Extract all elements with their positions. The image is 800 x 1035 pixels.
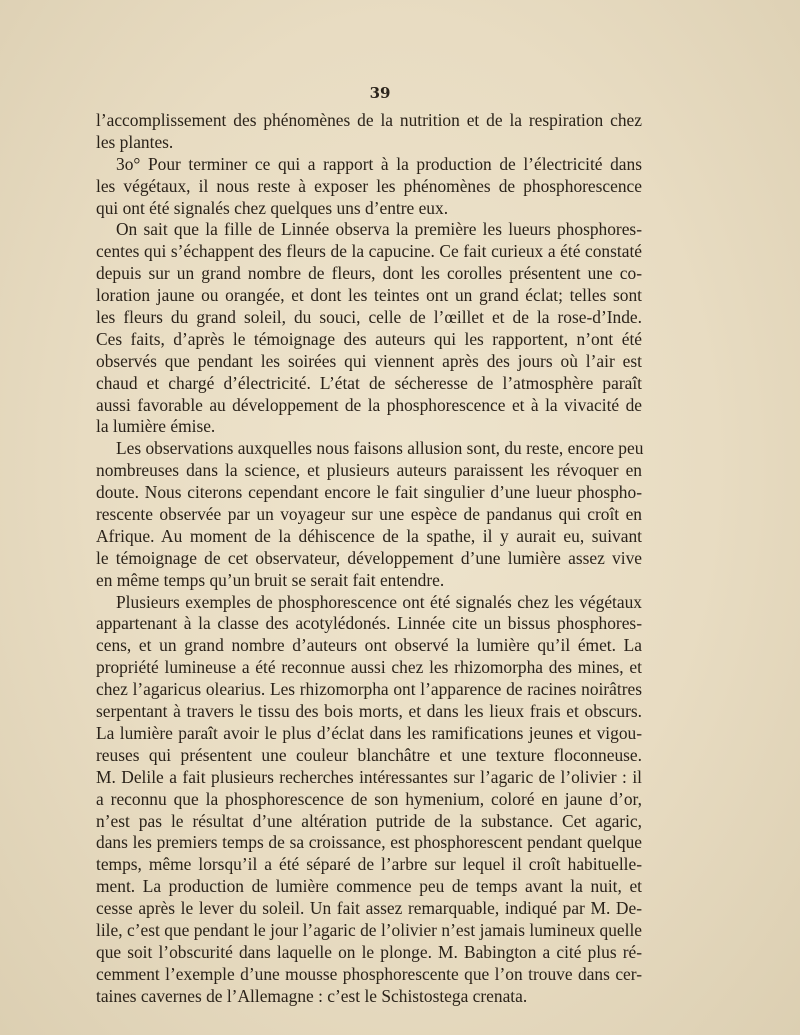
text-line: Ces faits, d’après le témoignage des auteurs qui les rapportent, n’ont été xyxy=(96,328,642,349)
text-line: n’est pas le résultat d’une altération putride de la substance. Cet agaric, xyxy=(96,810,642,831)
text-line: M. Delile a fait plusieurs recherches intéressantes sur l’agaric de l’olivier : il xyxy=(96,766,642,787)
text-line: en même temps qu’un bruit se serait fait entendre. xyxy=(96,569,445,590)
text-line: cens, et un grand nombre d’auteurs ont observé la lumière qu’il émet. La xyxy=(96,635,642,656)
text-line: les végétaux, il nous reste à exposer les phénomènes de phosphorescence xyxy=(96,175,642,196)
text-line: qui ont été signalés chez quelques uns d’entre eux. xyxy=(96,197,449,218)
text-line: les plantes. xyxy=(96,131,174,152)
paragraph xyxy=(96,154,642,220)
text-line: temps, même lorsqu’il a été séparé de l’arbre sur lequel il croît habituelle- xyxy=(96,854,642,875)
text-line: appartenant à la classe des acotylédonés. Linnée cite un bissus phosphores- xyxy=(96,613,642,634)
text-line: 3o° Pour terminer ce qui a rapport à la production de l’électricité dans xyxy=(116,153,642,174)
body-text xyxy=(96,110,642,1008)
text-line: cesse après le lever du soleil. Un fait assez remarquable, indiqué par M. De- xyxy=(96,898,642,919)
text-line: Afrique. Au moment de la déhiscence de la spathe, il y aurait eu, suivant xyxy=(96,525,642,546)
paragraph xyxy=(96,110,642,154)
text-line: doute. Nous citerons cependant encore le fait singulier d’une lueur phospho- xyxy=(96,482,642,503)
paragraph xyxy=(96,219,642,438)
text-line: Plusieurs exemples de phosphorescence ont été signalés chez les végétaux xyxy=(116,591,642,612)
text-line: rescente observée par un voyageur sur une espèce de pandanus qui croît en xyxy=(96,504,642,525)
text-line: observés que pendant les soirées qui viennent après des jours où l’air est xyxy=(96,350,642,371)
text-line: le témoignage de cet observateur, développement d’une lumière assez vive xyxy=(96,547,642,568)
text-line: chez l’agaricus olearius. Les rhizomorpha ont l’apparence de racines noirâtres xyxy=(96,679,642,700)
text-line: cemment l’exemple d’une mousse phosphorescente que l’on trouve dans cer- xyxy=(96,963,642,984)
text-line: taines cavernes de l’Allemagne : c’est le Schistostega crenata. xyxy=(96,985,528,1006)
text-line: chaud et chargé d’électricité. L’état de sécheresse de l’atmosphère paraît xyxy=(96,372,642,393)
text-line: serpentant à travers le tissu des bois morts, et dans les lieux frais et obscurs. xyxy=(96,701,642,722)
text-line: que soit l’obscurité dans laquelle on le plonge. M. Babington a cité plus ré- xyxy=(96,941,642,962)
text-line: nombreuses dans la science, et plusieurs auteurs paraissent les révoquer en xyxy=(96,460,642,481)
text-line: la lumière émise. xyxy=(96,416,216,437)
text-line: reuses qui présentent une couleur blanchâtre et une texture floconneuse. xyxy=(96,744,642,765)
text-line: La lumière paraît avoir le plus d’éclat dans les ramifications jeunes et vigou- xyxy=(96,722,642,743)
text-line: loration jaune ou orangée, et dont les teintes ont un grand éclat; telles sont xyxy=(96,285,642,306)
text-line: aussi favorable au développement de la phosphorescence et à la vivacité de xyxy=(96,394,642,415)
page-number: 39 xyxy=(369,84,391,102)
text-line: lile, c’est que pendant le jour l’agaric de l’olivier n’est jamais lumineux quelle xyxy=(96,919,642,940)
text-line: a reconnu que la phosphorescence de son hymenium, coloré en jaune d’or, xyxy=(96,788,642,809)
text-line: Les observations auxquelles nous faisons allusion sont, du reste, encore peu xyxy=(116,438,644,459)
text-line: ment. La production de lumière commence peu de temps avant la nuit, et xyxy=(96,876,642,897)
text-line: les fleurs du grand soleil, du souci, celle de l’œillet et de la rose-d’Inde. xyxy=(96,307,642,328)
paragraph xyxy=(96,438,642,591)
text-line: propriété lumineuse a été reconnue aussi chez les rhizomorpha des mines, et xyxy=(96,657,642,678)
text-line: On sait que la fille de Linnée observa la première les lueurs phosphores- xyxy=(116,219,642,240)
paragraph xyxy=(96,592,642,1008)
text-line: dans les premiers temps de sa croissance, est phosphorescent pendant quelque xyxy=(96,832,642,853)
text-line: depuis sur un grand nombre de fleurs, dont les corolles présentent une co- xyxy=(96,263,642,284)
text-line: centes qui s’échappent des fleurs de la capucine. Ce fait curieux a été constaté xyxy=(96,241,642,262)
text-line: l’accomplissement des phénomènes de la nutrition et de la respiration chez xyxy=(96,110,642,130)
